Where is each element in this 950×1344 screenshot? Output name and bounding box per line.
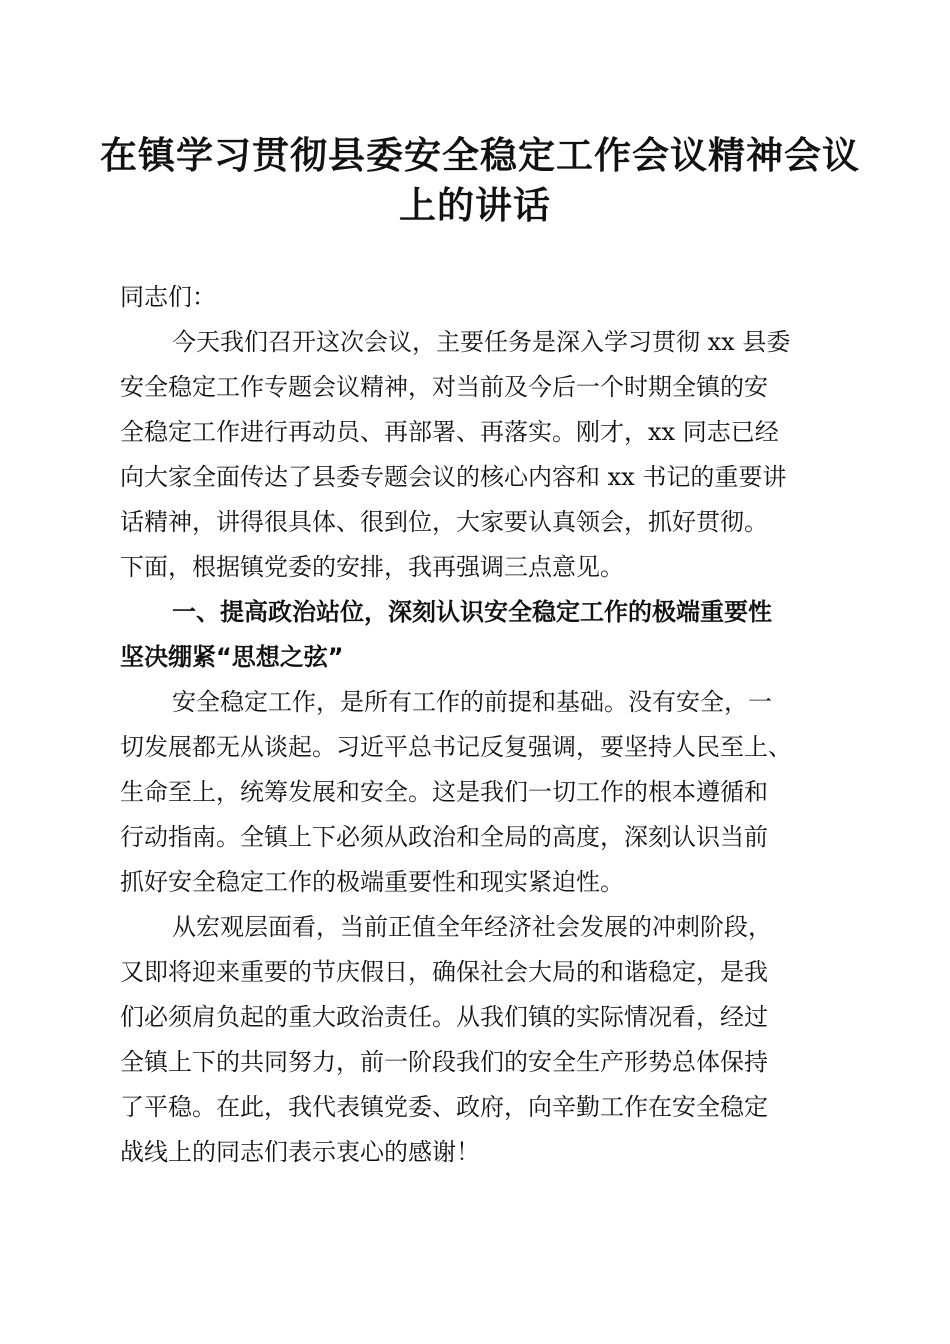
paragraph-line: 又即将迎来重要的节庆假日，确保社会大局的和谐稳定，是我: [120, 958, 768, 986]
document-title: [100, 130, 860, 230]
paragraph-line: 下面，根据镇党委的安排，我再强调三点意见。: [120, 553, 624, 581]
title-line: 在镇学习贯彻县委安全稳定工作会议精神会议: [100, 133, 860, 177]
paragraph-macro: [120, 905, 830, 1175]
document-body: [120, 275, 830, 1175]
paragraph-line: 今天我们召开这次会议，主要任务是深入学习贯彻 xx 县委: [172, 328, 791, 356]
heading-line: 一、提高政治站位，深刻认识安全稳定工作的极端重要性: [172, 598, 772, 626]
paragraph-line: 话精神，讲得很具体、很到位，大家要认真领会，抓好贯彻。: [120, 508, 768, 536]
paragraph-line: 全镇上下的共同努力，前一阶段我们的安全生产形势总体保持: [120, 1048, 768, 1076]
paragraph-line: 抓好安全稳定工作的极端重要性和现实紧迫性。: [120, 868, 624, 896]
title-line: 上的讲话: [399, 183, 551, 227]
paragraph-line: 安全稳定工作专题会议精神，对当前及今后一个时期全镇的安: [120, 373, 768, 401]
section-heading-1: [120, 590, 830, 680]
paragraph-line: 行动指南。全镇上下必须从政治和全局的高度，深刻认识当前: [120, 823, 768, 851]
paragraph-line: 全稳定工作进行再动员、再部署、再落实。刚才，xx 同志已经: [120, 418, 779, 446]
paragraph-line: 安全稳定工作，是所有工作的前提和基础。没有安全，一: [172, 688, 772, 716]
paragraph-line: 战线上的同志们表示衷心的感谢！: [120, 1138, 480, 1166]
paragraph-line: 从宏观层面看，当前正值全年经济社会发展的冲刺阶段，: [172, 913, 772, 941]
paragraph-line: 了平稳。在此，我代表镇党委、政府，向辛勤工作在安全稳定: [120, 1093, 768, 1121]
salutation: 同志们：: [120, 283, 216, 311]
paragraph-line: 生命至上，统筹发展和安全。这是我们一切工作的根本遵循和: [120, 778, 768, 806]
heading-line: 坚决绷紧“思想之弦”: [120, 643, 344, 671]
paragraph-line: 们必须肩负起的重大政治责任。从我们镇的实际情况看，经过: [120, 1003, 768, 1031]
paragraph-line: 切发展都无从谈起。习近平总书记反复强调，要坚持人民至上、: [120, 733, 792, 761]
paragraph-intro: [120, 320, 830, 590]
paragraph-line: 向大家全面传达了县委专题会议的核心内容和 xx 书记的重要讲: [120, 463, 787, 491]
paragraph-safety: [120, 680, 830, 905]
